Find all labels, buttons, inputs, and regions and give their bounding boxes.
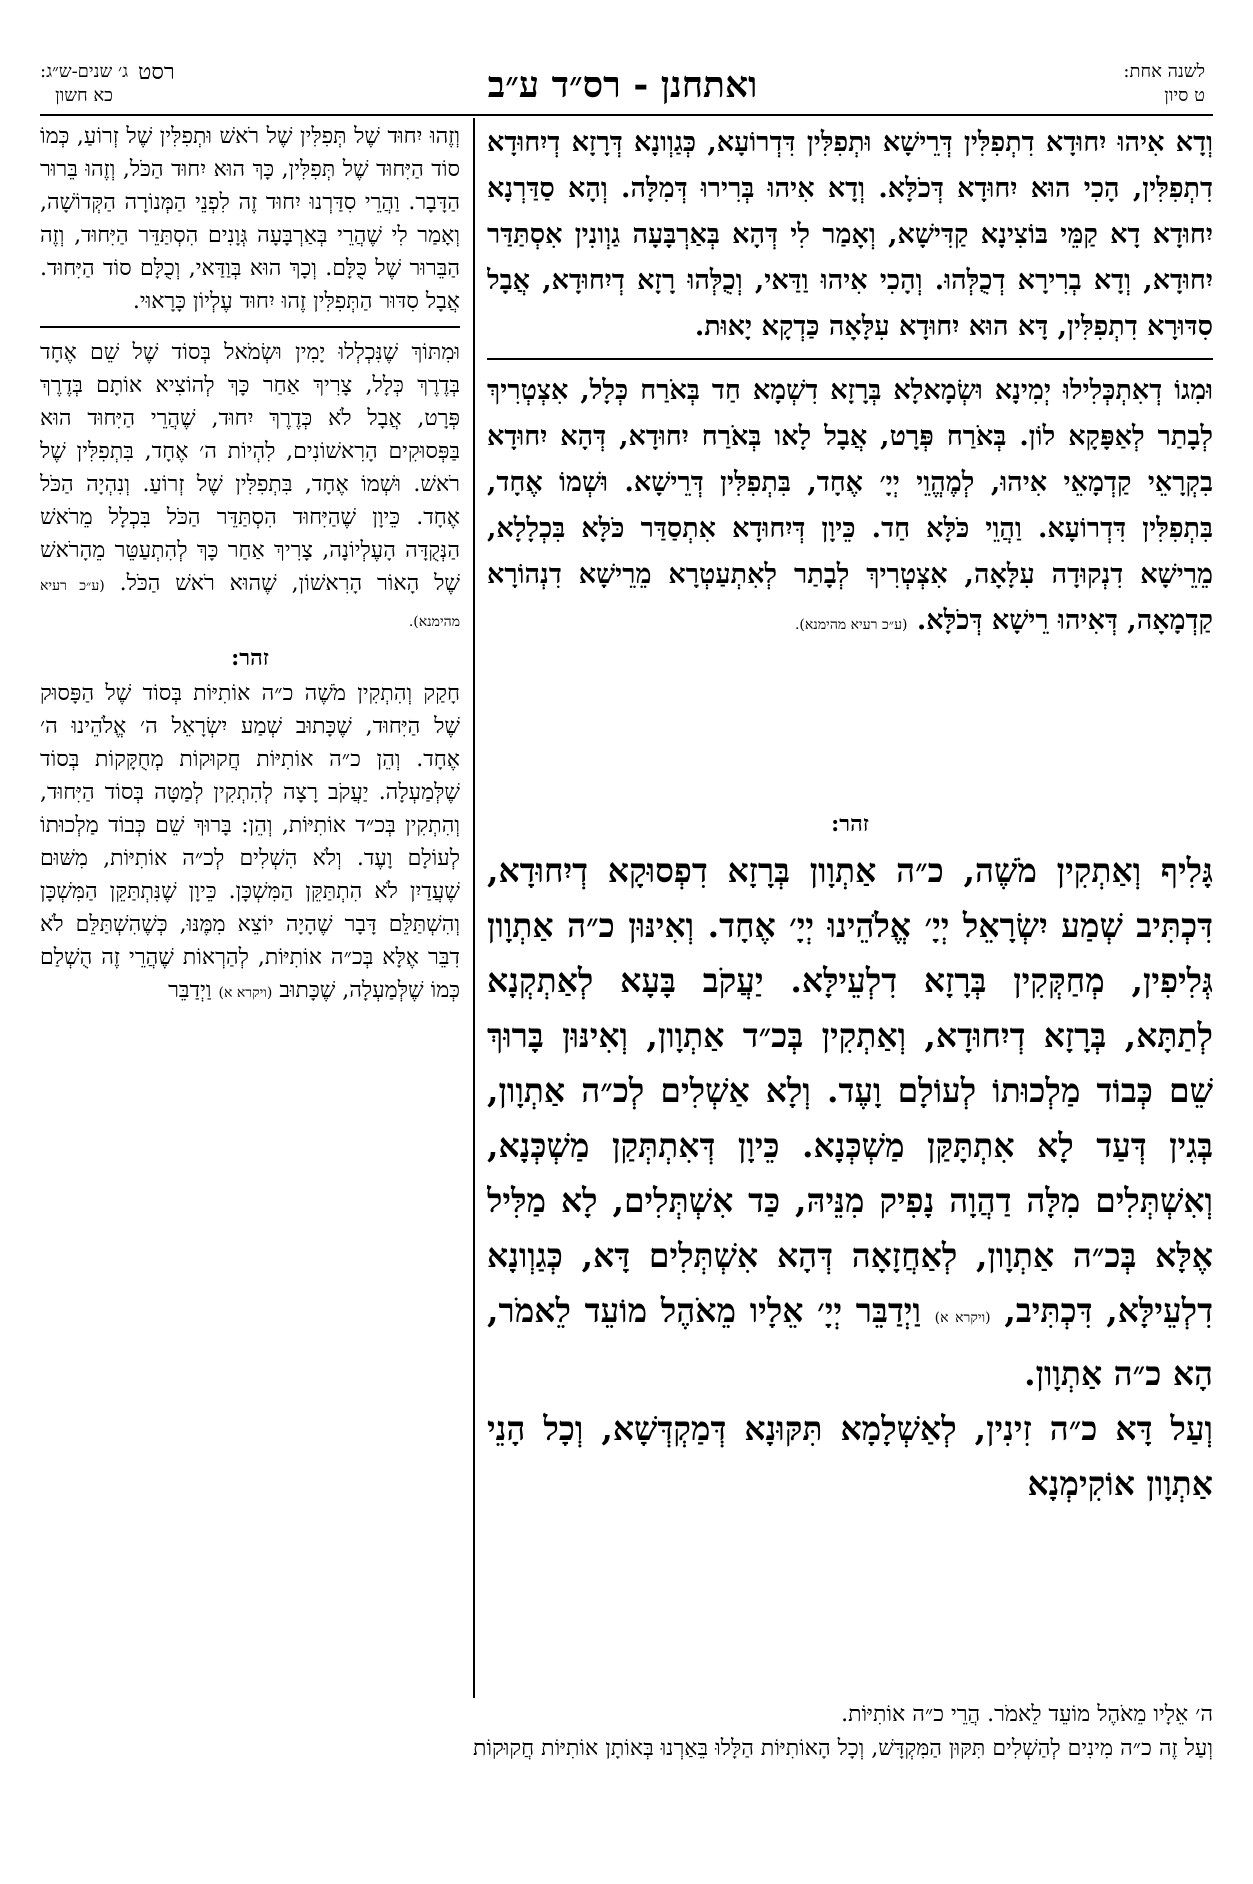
- page-title: ואתחנן - רס״ד ע״ב: [487, 64, 758, 106]
- right-para-2: [487, 368, 1213, 648]
- left-para-2-note: (ע״כ רעיא מהימנא).: [40, 578, 460, 630]
- left-para-2: [40, 336, 460, 639]
- footer-line-1: ה׳ אֵלָיו מֵאֹהֶל מוֹעֵד לֵאמֹר. הֲרֵי כ״ה אוֹתִיּוֹת.: [841, 1702, 1213, 1727]
- zohar-aramaic-text-main: גָּלִיף וְאַתְקִין מֹשֶׁה, כ״ה אַתְוָון בְּרָזָא דִפְסוּקָא דְיִחוּדָא, דִּכְתִּיב שְׁמַע יִשְׂרָאֵל יְיָ׳ אֱלֹהֵינוּ יְיָ׳ אֶחָד. וְאִינּוּן כ״ה אַתְוָון גְּלִיפִין, מְחַקְּקִין בְּרָזָא דִלְעֵילָּא. יַעֲקֹב בָּעָא לְאַתְקְנָא לְתַתָּא, בְּרָזָא דְיִחוּדָא, וְאַתְקִין בְּכ״ד אַתְוָון, וְאִינּוּן בָּרוּךְ שֵׁם כְּבוֹד מַלְכוּתוֹ לְעוֹלָם וָעֶד. וְלָא אַשְׁלִים לְכ״ה אַתְוָון, בְּגִין דְּעַד לָא אִתְתָּקַּן מַשְׁכְּנָא. כֵּיוָן דְּאִתְתְּקַן מַשְׁכְּנָא, וְאִשְׁתְּלִים מִלָּה דַהֲוָה נָפִיק מִנֵּיהּ, כַּד אִשְׁתְּלִים, לָא מַלִּיל אֶלָּא בְּכ״ה אַתְוָון, לְאַחֲזָאָה דְּהָא אִשְׁתְּלִים דָּא, כְּגַוְונָא דִלְעֵילָּא, דִּכְתִּיב,: [487, 851, 1213, 1330]
- header-rule: [40, 114, 1213, 116]
- header-left-line1: ג׳ שנים-ש״ג:: [40, 61, 129, 82]
- header-left-sub: [40, 60, 128, 108]
- header-right-line1: לשנה אחת:: [1123, 61, 1205, 82]
- footer-line-2: וְעַל זֶה כ״ה מִינִים לְהַשְׁלִים תִּקּוּן הַמִּקְדָּשׁ, וְכָל הָאוֹתִיּוֹת הַלָּלוּ בֵּאַרְנוּ בְּאוֹתָן אוֹתִיּוֹת חֲקוּקוֹת: [472, 1736, 1213, 1761]
- zohar-hebrew-text-end: וַיְדַבֵּר: [168, 978, 212, 1003]
- right-para-2-text: וּמִגוֹ דְאִתְכְּלִילוּ יְמִינָא וּשְׂמָאלָא בְּרָזָא דִשְׁמָא חַד בְּאֹרַח כְּלָל, אִצְטְרִיךְ לְבָתַר לְאַפָּקָא לוֹן. בְּאֹרַח פְּרָט, אֲבָל לָאו בְּאֹרַח יִחוּדָא, דְּהָא יִחוּדָא בִקְרָאֵי קַדְמָאֵי אִיהוּ, לְמֶהֱוֵי יְיָ׳ אֶחָד, בִּתְפִלִּין דְּרֵישָׁא. וּשְׁמוֹ אֶחָד, בִּתְפִלִּין דִּדְרוֹעָא. וַהֲוֵי כֹּלָּא חַד. כֵּיוָן דְּיִחוּדָא אִתְסַדַּר כֹּלָּא בִּכְלָלָא, מֵרֵישָׁא דִנְקוּדָה עִלָּאָה, אִצְטְרִיךְ לְבָתַר לְאִתְעַטְרָא מֵרֵישָׁא דִנְהוֹרָא קַדְמָאָה, דְּאִיהוּ רֵישָׁא דְּכֹלָּא.: [487, 375, 1213, 636]
- right-para-divider: [487, 358, 1213, 360]
- zohar-aramaic-ref: (ויקרא א): [934, 1310, 991, 1326]
- zohar-aramaic-text: [487, 843, 1213, 1401]
- page-header: [40, 60, 1205, 112]
- right-para-2-note: (ע״כ רעיא מהימנא).: [794, 617, 908, 633]
- left-column-hebrew: [40, 120, 460, 1700]
- zohar-hebrew-label: זהר:: [231, 645, 269, 671]
- zohar-aramaic-text-end: וַיְדַבֵּר יְיָ׳ אֵלָיו מֵאֹהֶל מוֹעֵד לֵאמֹר, הָא כ״ה אַתְוָון.: [487, 1291, 1213, 1393]
- zohar-hebrew-ref: (ויקרא א): [218, 985, 273, 1001]
- left-para-divider: [40, 326, 460, 328]
- zohar-hebrew-text: [40, 677, 460, 1010]
- page-number: רסט: [138, 60, 175, 85]
- header-right-line2: ט סיון: [1164, 85, 1205, 106]
- right-column-aramaic: [487, 120, 1213, 780]
- header-left: [40, 60, 175, 108]
- zohar-hebrew-text-main: חָקַק וְהִתְקִין מֹשֶׁה כ״ה אוֹתִיּוֹת בְּסוֹד שֶׁל הַפָּסוּק שֶׁל הַיִּחוּד, שֶׁכָּתוּב שְׁמַע יִשְׂרָאֵל ה׳ אֱלֹהֵינוּ ה׳ אֶחָד. וְהֵן כ״ה אוֹתִיּוֹת חֲקוּקוֹת מְחֻקָּקוֹת בְּסוֹד שֶׁלְּמַעְלָה. יַעֲקֹב רָצָה לְהִתְקִין לְמַטָּה בְּסוֹד הַיִּחוּד, וְהִתְקִין בְּכ״ד אוֹתִיּוֹת, וְהֵן: בָּרוּךְ שֵׁם כְּבוֹד מַלְכוּתוֹ לְעוֹלָם וָעֶד. וְלֹא הִשְׁלִים לְכ״ה אוֹתִיּוֹת, מִשּׁוּם שֶׁעֲדַיִן לֹא הִתְתַּקֵּן הַמִּשְׁכָּן. כֵּיוָן שֶׁנִּתְתַּקֵּן הַמִּשְׁכָּן וְהִשְׁתַּלֵּם דָּבָר שֶׁהָיָה יוֹצֵא מִמֶּנּוּ, כְּשֶׁהִשְׁתַּלֵּם לֹא דִבֵּר אֶלָּא בְּכ״ה אוֹתִיּוֹת, לְהַרְאוֹת שֶׁהֲרֵי זֶה הֻשְׁלַם כְּמוֹ שֶׁלְּמַעְלָה, שֶׁכָּתוּב: [40, 681, 460, 1003]
- zohar-aramaic-text-continue: וְעַל דָּא כ״ה זִינִין, לְאַשְׁלָמָא תִּקּוּנָא דְּמַקְדְּשָׁא, וְכָל הָנֵי אַתְוָון אוֹקִימְנָא: [487, 1409, 1213, 1503]
- left-para-2-text: וּמִתּוֹךְ שֶׁנִּכְלְלוּ יָמִין וּשְׂמֹאל בְּסוֹד שֶׁל שֵׁם אֶחָד בְּדֶרֶךְ כְּלָל, צָרִיךְ אַחַר כָּךְ לְהוֹצִיא אוֹתָם בְּדֶרֶךְ פְּרָט, אֲבָל לֹא כְּדֶרֶךְ יִחוּד, שֶׁהֲרֵי הַיִּחוּד הוּא בַּפְּסוּקִים הָרִאשׁוֹנִים, לִהְיוֹת ה׳ אֶחָד, בִּתְפִלִּין שֶׁל רֹאשׁ. וּשְׁמוֹ אֶחָד, בִּתְפִלִּין שֶׁל זְרוֹעַ. וְנִהְיָה הַכֹּל אֶחָד. כֵּיוָן שֶׁהַיִּחוּד הִסְתַּדֵּר הַכֹּל בִּכְלָל מֵרֹאשׁ הַנְּקֻדָּה הָעֶלְיוֹנָה, צָרִיךְ אַחַר כָּךְ לְהִתְעַטֵּר מֵהָרֹאשׁ שֶׁל הָאוֹר הָרִאשׁוֹן, שֶׁהוּא רֹאשׁ הַכֹּל.: [40, 340, 460, 596]
- zohar-aramaic-label: זהר:: [831, 811, 869, 837]
- column-divider: [473, 118, 475, 1698]
- left-para-1: וְזֶהוּ יִחוּד שֶׁל תְּפִלִּין שֶׁל רֹאשׁ וּתְפִלִּין שֶׁל זְרוֹעַ, כְּמוֹ סוֹד הַיִּחוּד שֶׁל תְּפִלִּין, כָּךְ הוּא יִחוּד הַכֹּל, וְזֶהוּ בֵּרוּר הַדָּבָר. וַהֲרֵי סִדַּרְנוּ יִחוּד זֶה לִפְנֵי הַמְּנוֹרָה הַקְּדוֹשָׁה, וְאָמַר לִי שֶׁהֲרֵי בְּאַרְבָּעָה גְּוָנִים הִסְתַּדֵּר הַיִּחוּד, וְזֶה הַבֵּרוּר שֶׁל כֻּלָּם. וְכָךְ הוּא בְּוַדַּאי, וְכֻלָּם סוֹד הַיִּחוּד. אֲבָל סִדּוּר הַתְּפִלִּין זֶהוּ יִחוּד עֶלְיוֹן כָּרָאוּי.: [40, 124, 460, 314]
- header-left-line2: כא חשון: [55, 85, 113, 106]
- right-para-1: וְדָא אִיהוּ יִחוּדָא דִתְפִלִּין דְּרֵישָׁא וּתְפִלִּין דִּדְרוֹעָא, כְּגַוְונָא דְּרָזָא דְיִחוּדָא דִתְפִלִּין, הָכִי הוּא יִחוּדָא דְּכֹלָּא. וְדָא אִיהוּ בְּרִירוּ דְּמִלָּה. וְהָא סַדַּרְנָא יִחוּדָא דָא קַמֵּי בּוֹצִינָא קַדִּישָׁא, וְאָמַר לִי דְּהָא בְּאַרְבָּעָה גַוְונִין אִסְתַּדַּר יִחוּדָא, וְדָא בְרִירָא דְכֻלְּהוּ. וְהָכִי אִיהוּ וַדַּאי, וְכֻלְּהוּ רָזָא דְיִחוּדָא, אֲבָל סִדּוּרָא דִתְפִלִּין, דָּא הוּא יִחוּדָא עִלָּאָה כַּדְקָא יָאוּת.: [487, 127, 1213, 342]
- zohar-aramaic-section: [487, 805, 1213, 1685]
